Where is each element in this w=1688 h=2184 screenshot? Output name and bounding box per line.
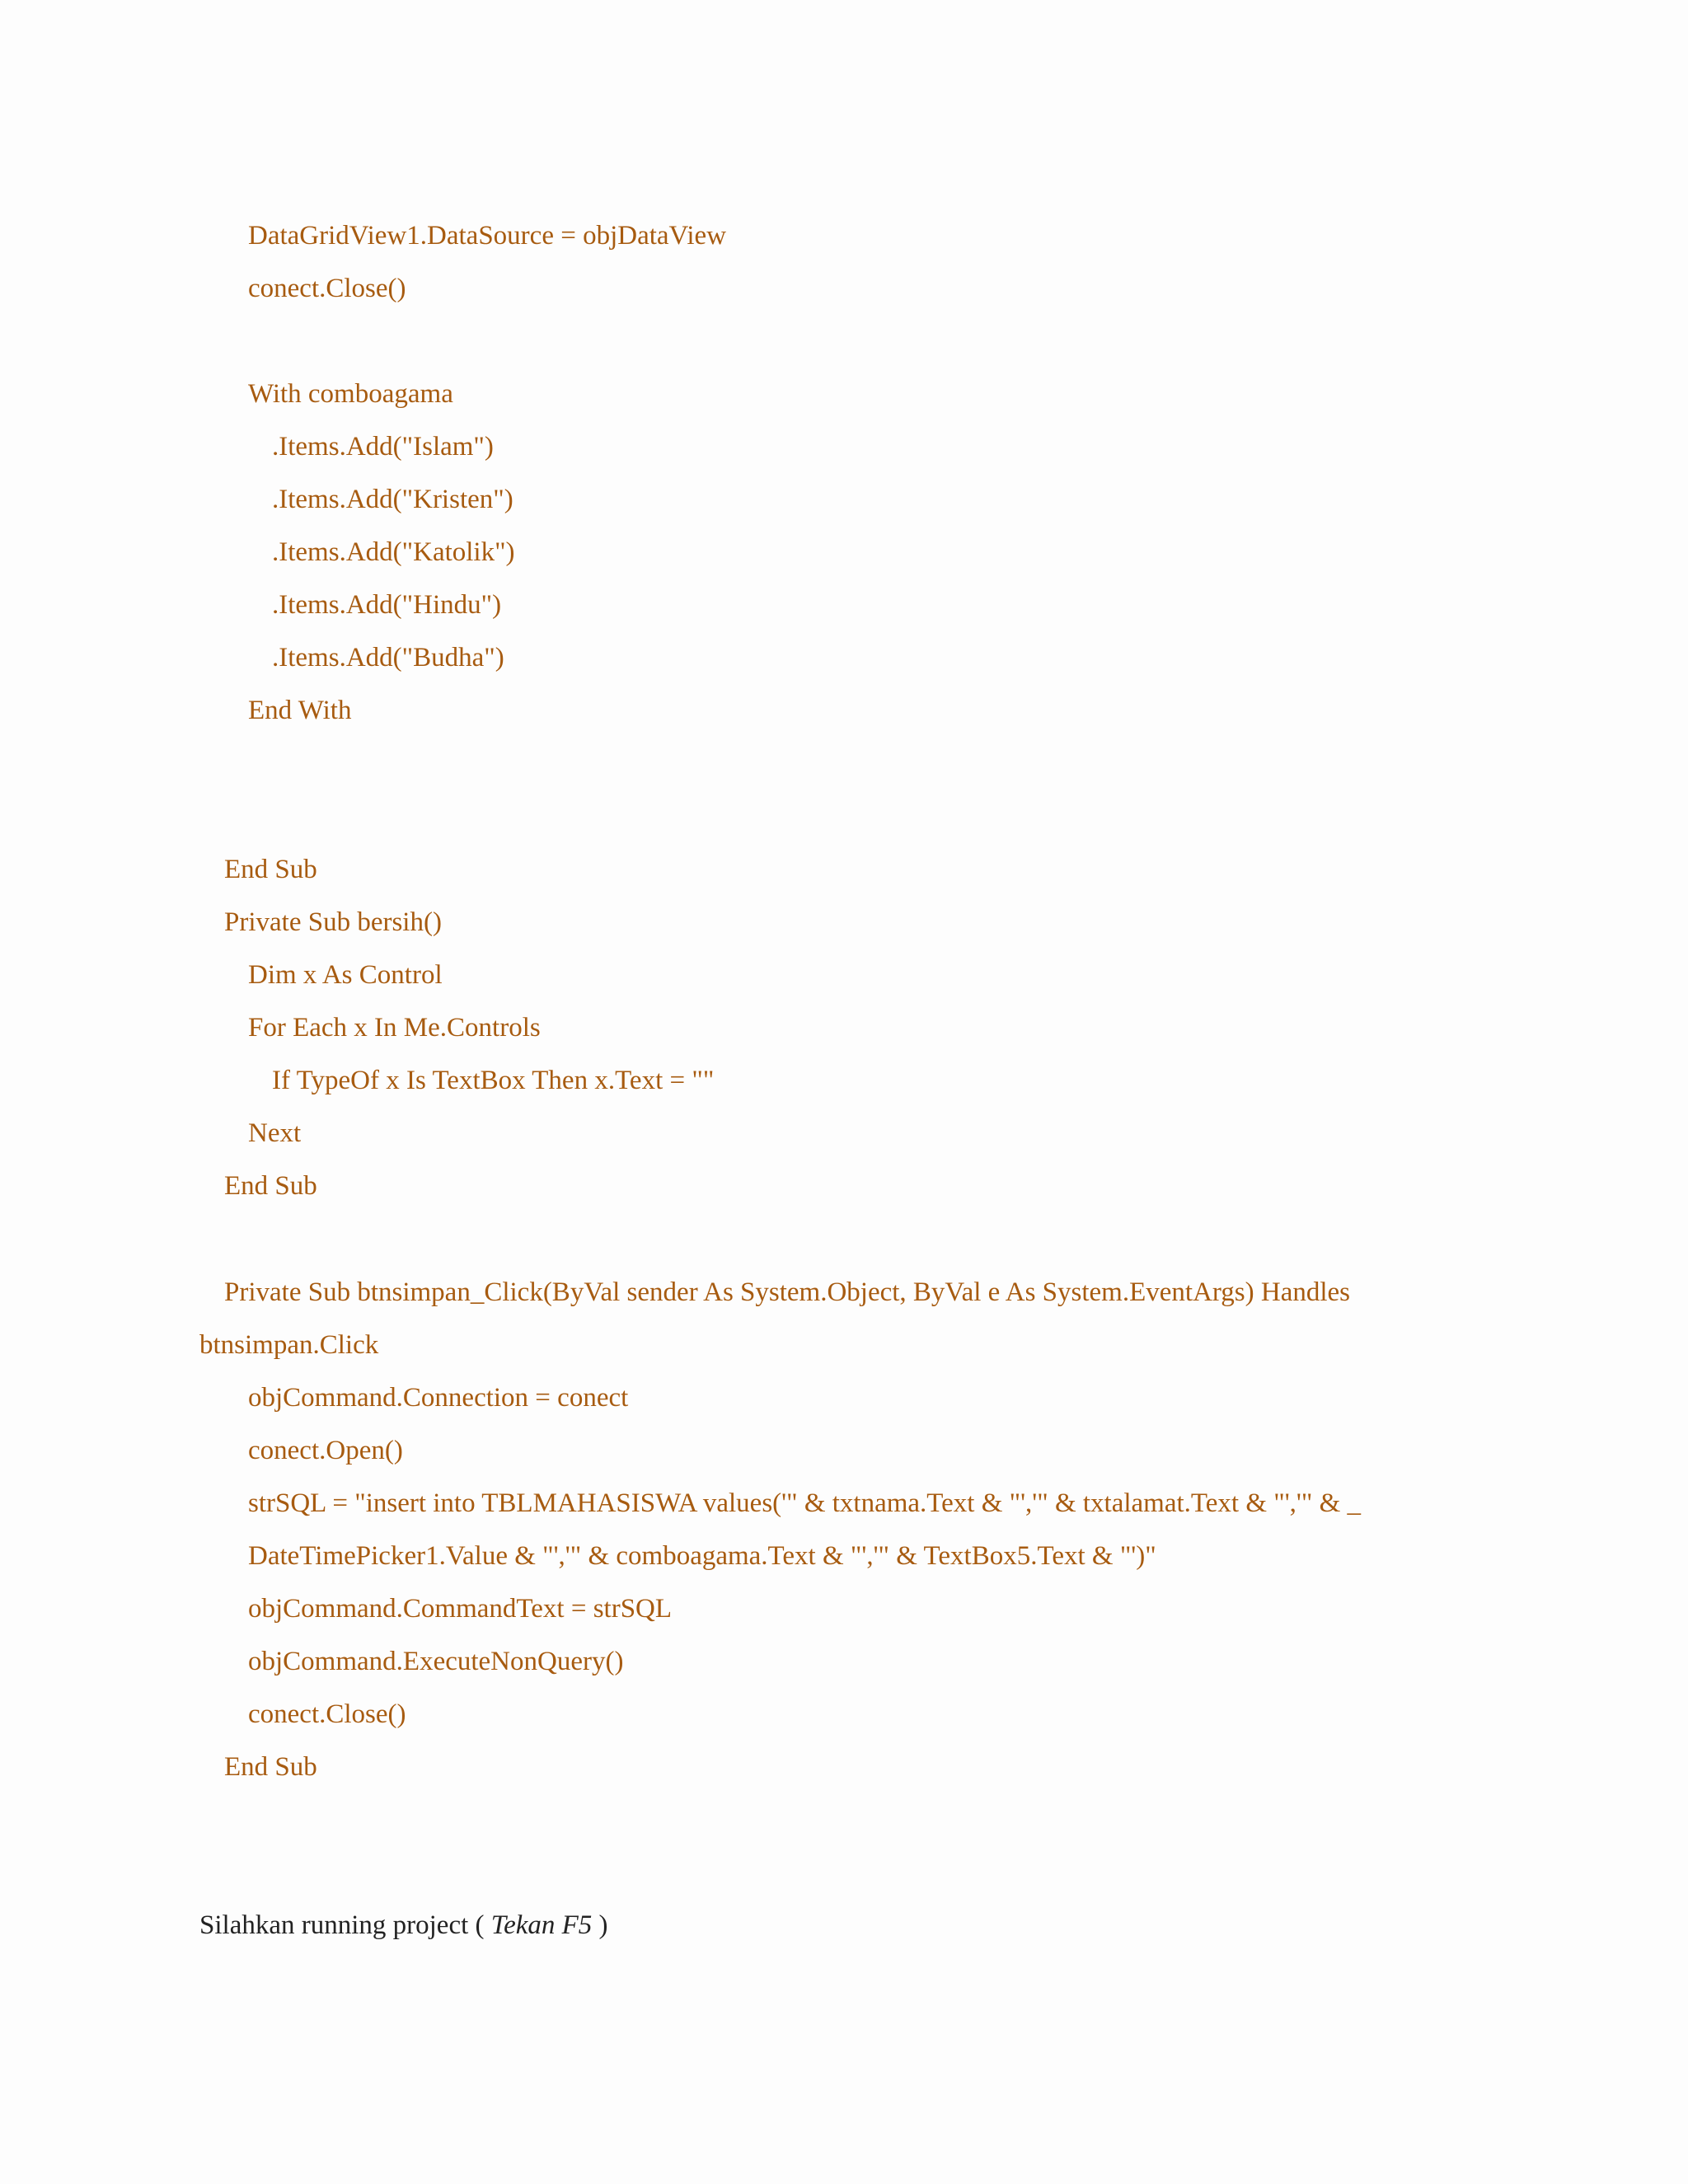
- code-line: For Each x In Me.Controls: [248, 1013, 541, 1043]
- code-line: If TypeOf x Is TextBox Then x.Text = "": [272, 1066, 715, 1095]
- code-line: Dim x As Control: [248, 960, 443, 990]
- code-line: Private Sub bersih(): [224, 907, 442, 937]
- run-instruction: [199, 1909, 608, 1942]
- code-line: btnsimpan.Click: [199, 1330, 379, 1360]
- code-line: .Items.Add("Kristen"): [272, 485, 513, 514]
- code-line: Private Sub btnsimpan_Click(ByVal sender As System.Object, ByVal e As System.EventArgs) Handles: [224, 1277, 1351, 1307]
- run-instruction-text: Silahkan running project (: [199, 1910, 491, 1940]
- code-line: objCommand.Connection = conect: [248, 1383, 629, 1413]
- code-line: .Items.Add("Budha"): [272, 643, 504, 673]
- code-line: conect.Close(): [248, 274, 406, 303]
- code-line: End Sub: [224, 1171, 317, 1201]
- code-line: .Items.Add("Hindu"): [272, 590, 502, 620]
- run-instruction-close: ): [592, 1910, 608, 1940]
- code-line: End Sub: [224, 855, 317, 884]
- code-line: conect.Open(): [248, 1436, 403, 1465]
- code-line: Next: [248, 1118, 302, 1148]
- code-line: objCommand.CommandText = strSQL: [248, 1594, 673, 1624]
- run-instruction-key: Tekan F5: [490, 1910, 593, 1940]
- code-line: strSQL = "insert into TBLMAHASISWA values('" & txtnama.Text & "','" & txtalamat.Text & "','" & _: [248, 1488, 1362, 1518]
- code-line: .Items.Add("Islam"): [272, 432, 494, 462]
- code-line: conect.Close(): [248, 1699, 406, 1729]
- code-line: End Sub: [224, 1752, 317, 1782]
- code-line: DataGridView1.DataSource = objDataView: [248, 221, 727, 251]
- code-line: DateTimePicker1.Value & "','" & comboagama.Text & "','" & TextBox5.Text & "')": [248, 1541, 1156, 1571]
- code-line: .Items.Add("Katolik"): [272, 537, 515, 567]
- code-line: With comboagama: [248, 379, 453, 409]
- code-line: objCommand.ExecuteNonQuery(): [248, 1647, 624, 1676]
- code-line: End With: [248, 696, 352, 725]
